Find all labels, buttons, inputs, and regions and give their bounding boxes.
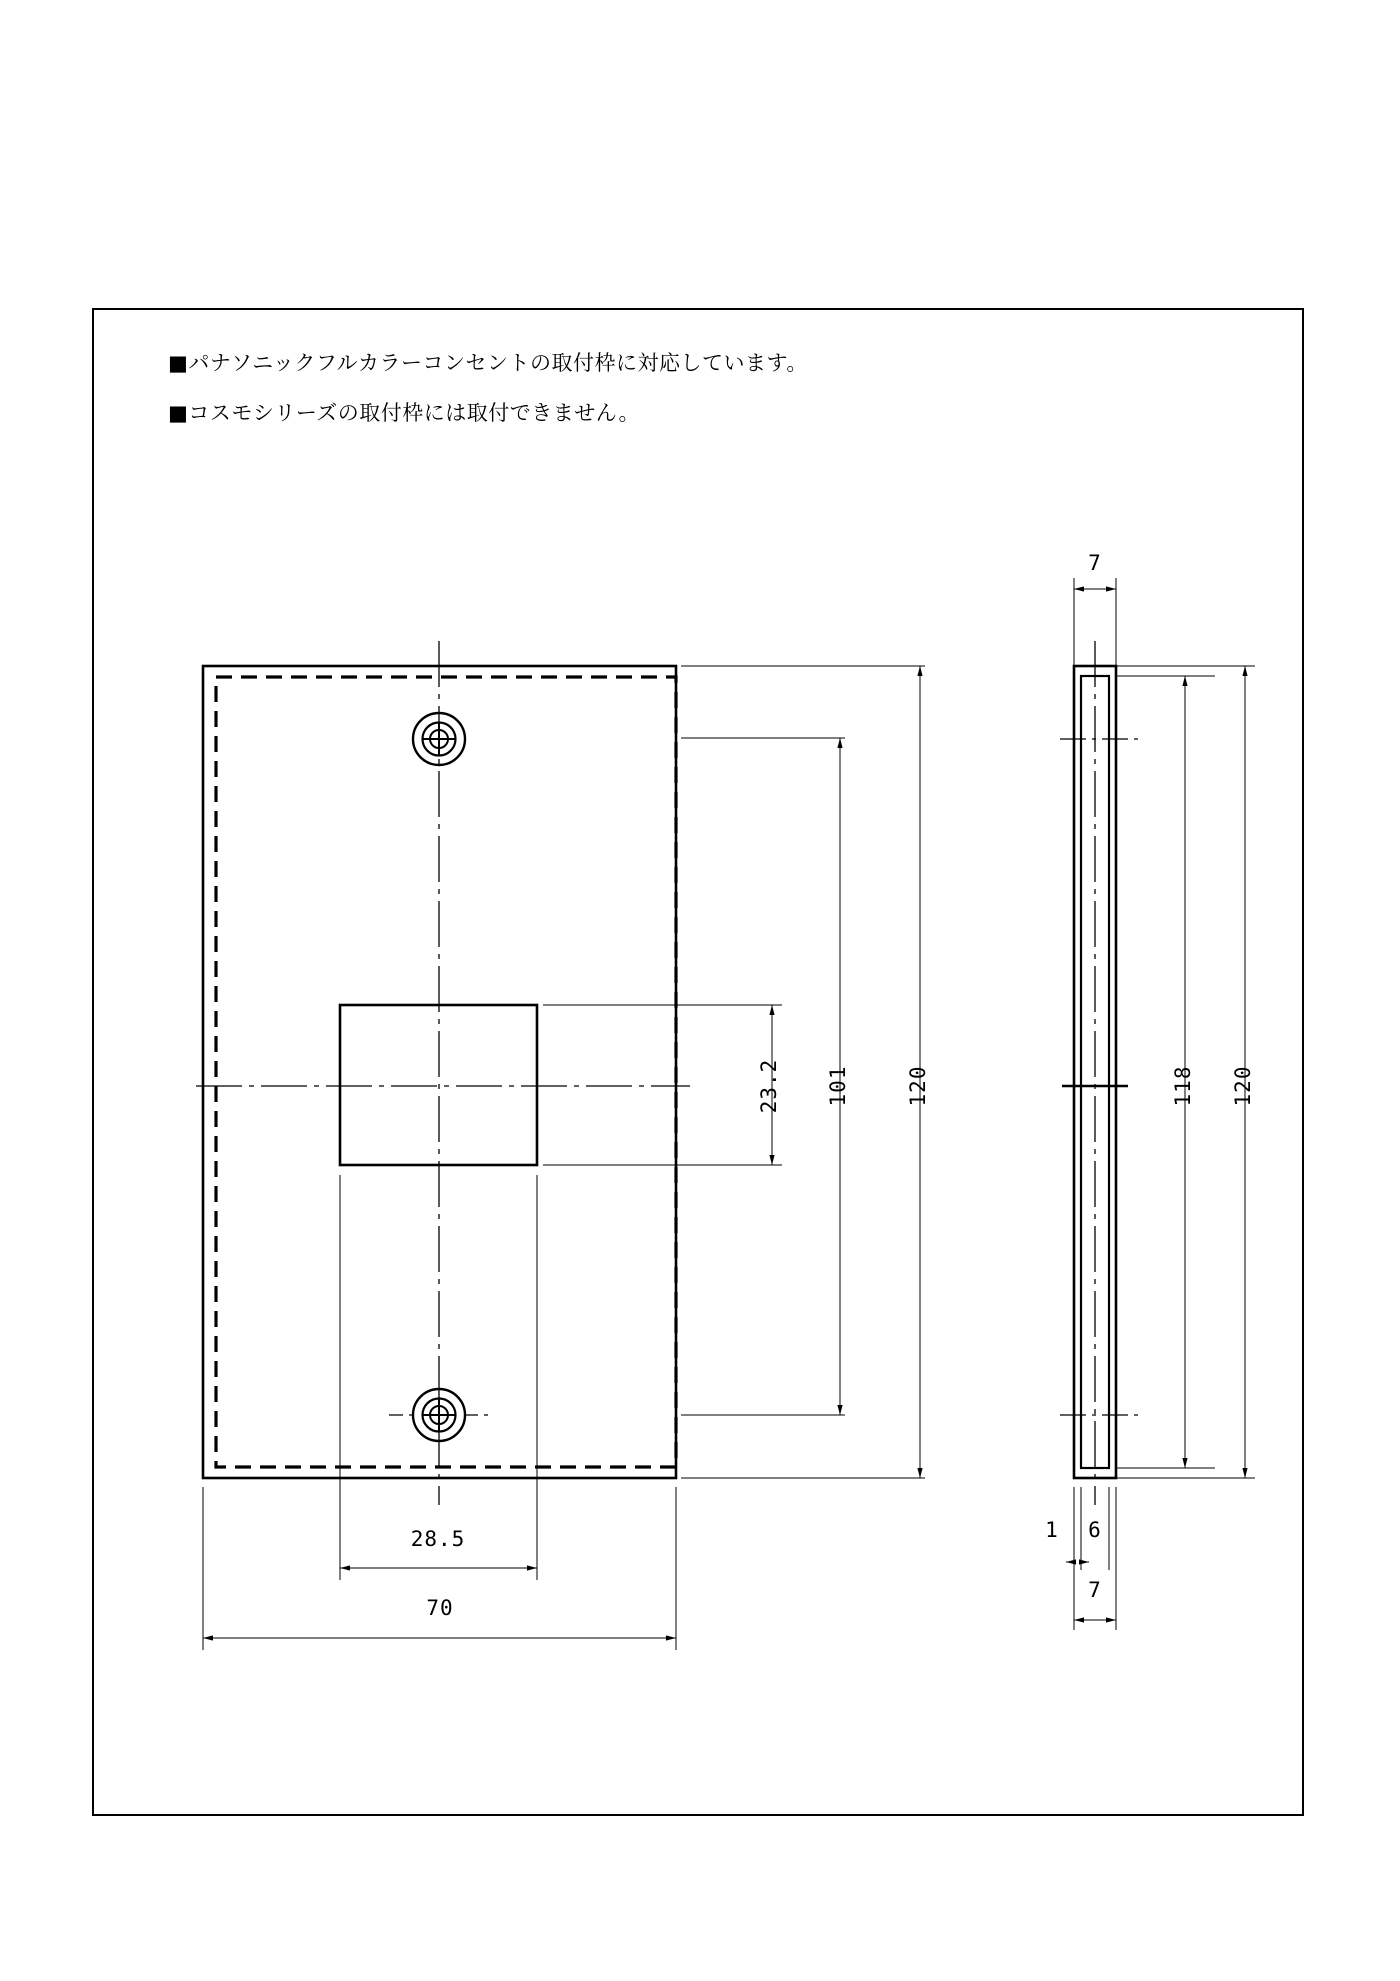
dim-opening-height: 23.2 [757, 1058, 781, 1114]
dim-inner-depth: 6 [1088, 1518, 1102, 1542]
note-line-1: ■パナソニックフルカラーコンセントの取付枠に対応しています。 [168, 351, 808, 375]
dim-top-thickness: 7 [1088, 551, 1102, 575]
dim-wall-thickness: 1 [1045, 1518, 1059, 1542]
dim-overall-height: 120 [906, 1065, 930, 1107]
dim-overall-width: 70 [426, 1596, 454, 1620]
note-line-2: ■コスモシリーズの取付枠には取付できません。 [168, 401, 641, 425]
dim-side-overall-height: 120 [1231, 1065, 1255, 1107]
dim-bottom-thickness: 7 [1088, 1578, 1102, 1602]
notes-block [168, 338, 1068, 438]
dim-opening-width: 28.5 [410, 1527, 466, 1551]
dim-side-inner-height: 118 [1171, 1065, 1195, 1107]
dim-inner-height: 101 [826, 1065, 850, 1107]
